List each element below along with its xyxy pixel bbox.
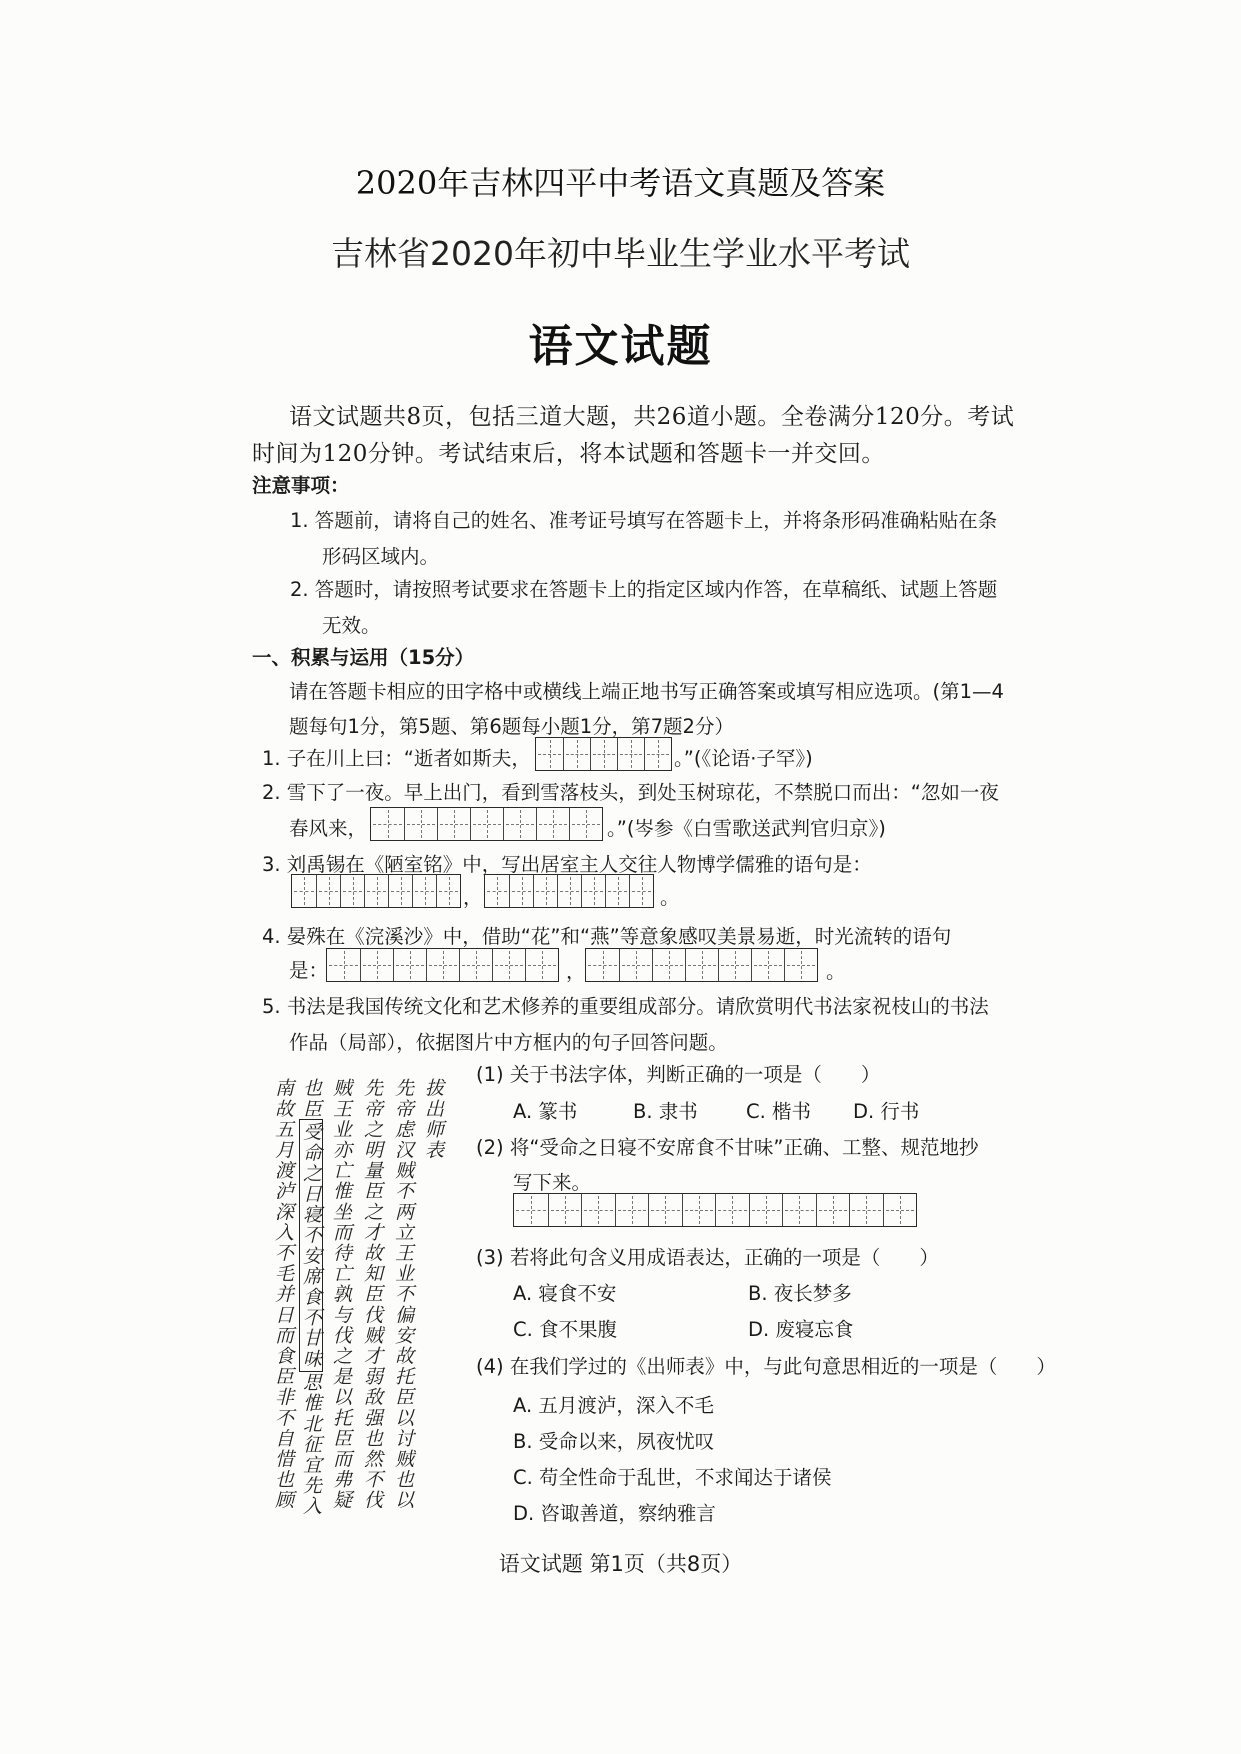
q3-answer-grid-2 (484, 874, 654, 908)
calligraphy-column-5-after: 思惟北征宜先入 (300, 1372, 322, 1517)
grid-cell (388, 875, 412, 907)
intro-line-2: 时间为120分钟。考试结束后，将本试题和答题卡一并交回。 (252, 441, 885, 467)
grid-cell (883, 1194, 917, 1226)
q4-answer-grid-2 (585, 948, 818, 982)
q1-prefix: 1. 子在川上曰：“逝者如斯夫， (262, 747, 531, 770)
q2-suffix: 。”(岑参《白雪歌送武判官归京》) (607, 817, 886, 840)
calligraphy-column-1: 拔出师表 (422, 1078, 444, 1161)
grid-cell (503, 808, 536, 840)
grid-cell (605, 875, 629, 907)
q4-end: 。 (826, 960, 846, 983)
grid-cell (364, 875, 388, 907)
q4-prefix: 是： (289, 959, 329, 982)
q5-sub2-answer-grid (513, 1193, 917, 1227)
grid-cell (404, 808, 437, 840)
notes-label: 注意事项： (252, 474, 350, 497)
q5-sub3-option-a: A. 寝食不安 (513, 1282, 617, 1305)
grid-cell (557, 875, 581, 907)
q4-line-1: 4. 晏殊在《浣溪沙》中，借助“花”和“燕”等意象感叹美景易逝，时光流转的语句 (262, 925, 952, 948)
note-2-line-2: 无效。 (322, 614, 381, 637)
q2-line-1: 2. 雪下了一夜。早上出门，看到雪落枝头，到处玉树琼花，不禁脱口而出：“忽如一夜 (262, 781, 999, 804)
calligraphy-column-3: 先帝之明量臣之才故知臣伐贼才弱敌强也然不伐 (361, 1078, 383, 1511)
grid-cell (436, 875, 460, 907)
grid-cell (718, 949, 751, 981)
grid-cell (525, 949, 558, 981)
q5-sub1-option-b: B. 隶书 (633, 1100, 698, 1123)
q2-prefix: 春风来， (289, 817, 368, 840)
grid-cell (412, 875, 436, 907)
section-1-instruction-line-2: 题每句1分，第5题、第6题每小题1分，第7题2分） (289, 715, 734, 738)
grid-cell (316, 875, 340, 907)
grid-cell (437, 808, 470, 840)
grid-cell (426, 949, 459, 981)
q5-sub3-stem: (3) 若将此句含义用成语表达，正确的一项是（ ） (476, 1246, 939, 1269)
paper-heading: 语文试题 (528, 321, 713, 372)
q3-end: 。 (660, 886, 680, 909)
q5-line-2: 作品（局部），依据图片中方框内的句子回答问题。 (289, 1031, 728, 1054)
q5-sub1-option-c: C. 楷书 (746, 1100, 812, 1123)
grid-cell (536, 808, 569, 840)
grid-cell (751, 949, 784, 981)
q5-sub2-line-2: 写下来。 (513, 1171, 592, 1194)
grid-cell (644, 738, 671, 770)
note-2-line-1: 2. 答题时，请按照考试要求在答题卡上的指定区域内作答，在草稿纸、试题上答题 (290, 578, 998, 601)
q1-answer-grid (535, 737, 672, 771)
grid-cell (629, 875, 653, 907)
grid-cell (586, 949, 619, 981)
q5-sub4-option-b: B. 受命以来，夙夜忧叹 (513, 1430, 715, 1453)
grid-cell (536, 738, 563, 770)
grid-cell (371, 808, 404, 840)
q3-answer-grid-1 (291, 874, 461, 908)
calligraphy-column-5 (298, 1078, 325, 1517)
document-title: 2020年吉林四平中考语文真题及答案 (355, 164, 886, 202)
grid-cell (340, 875, 364, 907)
q5-sub3-option-b: B. 夜长梦多 (748, 1282, 852, 1305)
grid-cell (327, 949, 360, 981)
q5-sub3-option-d: D. 废寝忘食 (748, 1318, 854, 1341)
q4-separator: ， (566, 960, 586, 983)
grid-cell (590, 738, 617, 770)
grid-cell (459, 949, 492, 981)
grid-cell (749, 1194, 783, 1226)
grid-cell (685, 949, 718, 981)
calligraphy-column-6: 南故五月渡泸深入不毛并日而食臣非不自惜也顾 (272, 1078, 294, 1511)
grid-cell (292, 875, 316, 907)
note-1-line-1: 1. 答题前，请将自己的姓名、准考证号填写在答题卡上，并将条形码准确粘贴在条 (290, 509, 998, 532)
calligraphy-column-2: 先帝虑汉贼不两立王业不偏安故托臣以讨贼也以 (392, 1078, 414, 1511)
q5-sub1-option-d: D. 行书 (853, 1100, 920, 1123)
q5-sub1-stem: (1) 关于书法字体，判断正确的一项是（ ） (476, 1063, 881, 1086)
intro-line-1: 语文试题共8页，包括三道大题，共26道小题。全卷满分120分。考试 (289, 404, 1015, 430)
grid-cell (619, 949, 652, 981)
grid-cell (581, 1194, 615, 1226)
grid-cell (849, 1194, 883, 1226)
grid-cell (509, 875, 533, 907)
grid-cell (470, 808, 503, 840)
exam-subtitle: 吉林省2020年初中毕业生学业水平考试 (331, 234, 910, 273)
grid-cell (782, 1194, 816, 1226)
q2-answer-grid (370, 807, 603, 841)
grid-cell (533, 875, 557, 907)
grid-cell (360, 949, 393, 981)
grid-cell (548, 1194, 582, 1226)
q5-sub3-option-c: C. 食不果腹 (513, 1318, 618, 1341)
grid-cell (514, 1194, 548, 1226)
q5-sub4-option-d: D. 咨诹善道，察纳雅言 (513, 1502, 716, 1525)
grid-cell (492, 949, 525, 981)
grid-cell (485, 875, 509, 907)
q3-line-1: 3. 刘禹锡在《陋室铭》中，写出居室主人交往人物博学儒雅的语句是： (262, 853, 872, 876)
grid-cell (617, 738, 644, 770)
q3-separator: ， (463, 886, 483, 909)
grid-cell (581, 875, 605, 907)
grid-cell (715, 1194, 749, 1226)
q1-suffix: 。”(《论语·子罕》) (674, 747, 813, 770)
grid-cell (682, 1194, 716, 1226)
grid-cell (563, 738, 590, 770)
section-1-title: 一、积累与运用（15分） (252, 646, 475, 669)
q5-sub4-option-c: C. 苟全性命于乱世，不求闻达于诸侯 (513, 1466, 832, 1489)
q5-sub4-stem: (4) 在我们学过的《出师表》中，与此句意思相近的一项是（ ） (476, 1355, 1056, 1378)
grid-cell (393, 949, 426, 981)
note-1-line-2: 形码区域内。 (322, 545, 440, 568)
grid-cell (816, 1194, 850, 1226)
q5-sub1-option-a: A. 篆书 (513, 1100, 578, 1123)
grid-cell (652, 949, 685, 981)
calligraphy-column-5-before: 也臣 (300, 1078, 322, 1120)
q4-answer-grid-1 (326, 948, 559, 982)
section-1-instruction-line-1: 请在答题卡相应的田字格中或横线上端正地书写正确答案或填写相应选项。(第1—4 (289, 680, 1004, 703)
q5-line-1: 5. 书法是我国传统文化和艺术修养的重要组成部分。请欣赏明代书法家祝枝山的书法 (262, 995, 989, 1018)
grid-cell (784, 949, 817, 981)
calligraphy-boxed-sentence: 受命之日寝不安席食不甘味 (299, 1119, 323, 1372)
page-footer: 语文试题 第1页（共8页） (498, 1552, 743, 1576)
grid-cell (569, 808, 602, 840)
calligraphy-column-4: 贼王业亦亡惟坐而待亡孰与伐之是以托臣而弗疑 (330, 1078, 352, 1511)
q5-sub2-line-1: (2) 将“受命之日寝不安席食不甘味”正确、工整、规范地抄 (476, 1136, 979, 1159)
grid-cell (648, 1194, 682, 1226)
q5-sub4-option-a: A. 五月渡泸，深入不毛 (513, 1394, 714, 1417)
grid-cell (615, 1194, 649, 1226)
